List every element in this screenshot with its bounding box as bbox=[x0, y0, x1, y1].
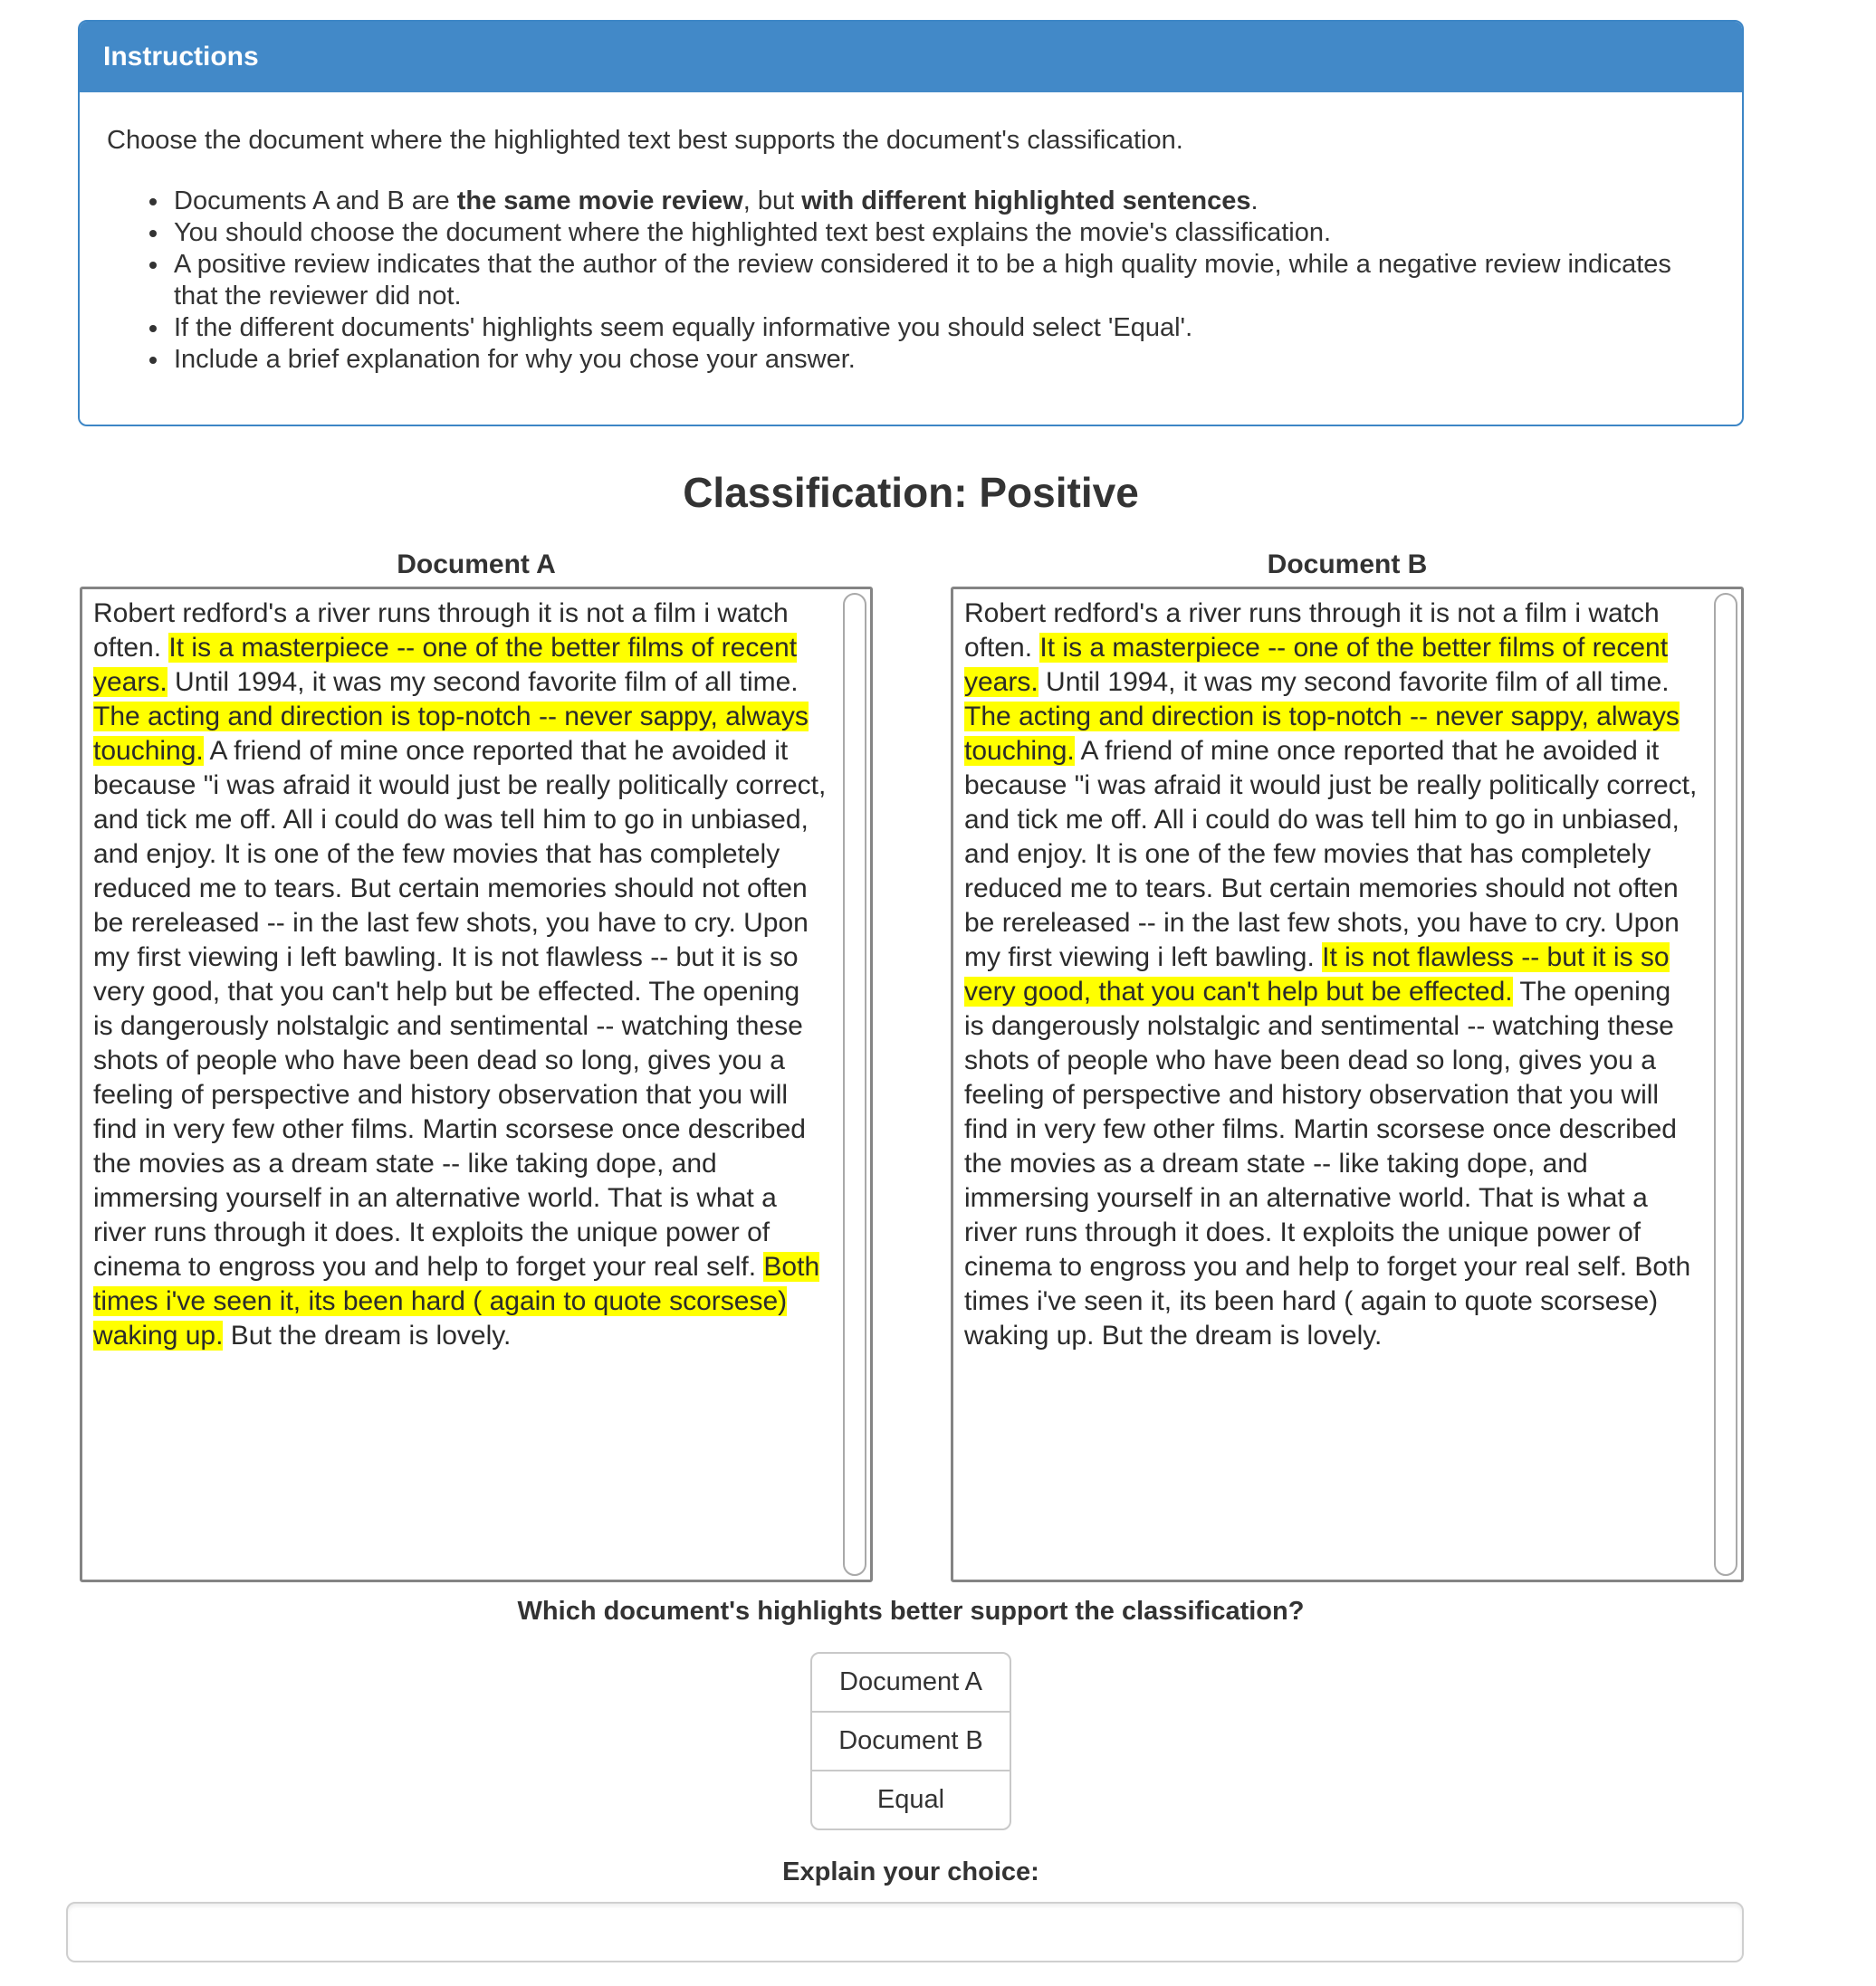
instructions-body bbox=[80, 92, 1742, 425]
document-b-scrollbar[interactable] bbox=[1714, 593, 1737, 1576]
highlighted-text: It is a masterpiece -- one of the better films of recent years. bbox=[964, 633, 1669, 697]
document-a-scrollbar[interactable] bbox=[843, 593, 866, 1576]
highlighted-text: It is not flawless -- but it is so very good, that you can't help but be effected. bbox=[964, 942, 1670, 1007]
instructions-panel bbox=[78, 20, 1744, 426]
plain-text: Robert redford's a river runs through it is not a film i watch often. bbox=[93, 598, 789, 663]
document-b-text bbox=[964, 598, 1697, 1351]
plain-text: A positive review indicates that the author of the review considered it to be a high quality movie, while a negative review indicates that the reviewer did not. bbox=[174, 250, 1671, 310]
plain-text: The opening is dangerously nolstalgic and sentimental -- watching these shots of people who have been dead so long, gives you a feeling of perspective and history observation that you will find in very few other films. Martin scorsese once described the movies as a dream state -- like taking dope, and immersing yourself in an alternative world. That is what a river runs through it does. It exploits the unique power of cinema to engross you and help to forget your real self. Both times i've seen it, its been hard ( again to quote scorsese) waking up. But the dream is lovely. bbox=[964, 977, 1691, 1351]
plain-text: You should choose the document where the highlighted text best explains the movie's classification. bbox=[174, 218, 1332, 247]
choice-button-group bbox=[810, 1652, 1011, 1830]
highlighted-text: The acting and direction is top-notch -- never sappy, always touching. bbox=[964, 702, 1680, 766]
classification-heading: Classification: Positive bbox=[683, 469, 1139, 516]
plain-text: Documents A and B are bbox=[174, 186, 457, 215]
plain-text: But the dream is lovely. bbox=[223, 1321, 512, 1351]
explain-input[interactable] bbox=[66, 1902, 1744, 1962]
instructions-list bbox=[107, 186, 1715, 376]
plain-text: , but bbox=[742, 186, 802, 215]
choice-document-b-button[interactable]: Document B bbox=[810, 1711, 1011, 1771]
instructions-panel-title: Instructions bbox=[80, 22, 1742, 92]
plain-text: Include a brief explanation for why you chose your answer. bbox=[174, 345, 856, 374]
highlighted-text: Both times i've seen it, its been hard ( again to quote scorsese) waking up. bbox=[93, 1252, 820, 1351]
choice-equal-button[interactable]: Equal bbox=[810, 1770, 1011, 1830]
document-a-column bbox=[80, 549, 873, 1582]
question-label: Which document's highlights better support the classification? bbox=[517, 1597, 1305, 1626]
plain-text: Until 1994, it was my second favorite film of all time. bbox=[167, 667, 799, 697]
plain-text: the same movie review bbox=[456, 186, 743, 215]
plain-text: A friend of mine once reported that he avoided it because "i was afraid it would just be really politically correct, and tick me off. All i could do was tell him to go in unbiased, and enjoy. It is one of the few movies that has completely reduced me to tears. But certain memories should not often be rereleased -- in the last few shots, you have to cry. Upon my first viewing i left bawling. It is not flawless -- but it is so very good, that you can't help but be effected. The opening is dangerously nolstalgic and sentimental -- watching these shots of people who have been dead so long, gives you a feeling of perspective and history observation that you will find in very few other films. Martin scorsese once described the movies as a dream state -- like taking dope, and immersing yourself in an alternative world. That is what a river runs through it does. It exploits the unique power of cinema to engross you and help to forget your real self. bbox=[93, 736, 827, 1282]
documents-row bbox=[80, 549, 1744, 1582]
instructions-bullet bbox=[170, 249, 1715, 312]
plain-text: If the different documents' highlights seem equally informative you should select 'Equal'. bbox=[174, 313, 1193, 342]
instructions-bullet bbox=[170, 217, 1715, 249]
instructions-bullet bbox=[170, 344, 1715, 376]
plain-text: A friend of mine once reported that he avoided it because "i was afraid it would just be really politically correct, and tick me off. All i could do was tell him to go in unbiased, and enjoy. It is one of the few movies that has completely reduced me to tears. But certain memories should not often be rereleased -- in the last few shots, you have to cry. Upon my first viewing i left bawling. bbox=[964, 736, 1698, 972]
document-a-header: Document A bbox=[397, 549, 556, 579]
instructions-bullet bbox=[170, 186, 1715, 217]
instructions-intro: Choose the document where the highlighted text best supports the document's classification. bbox=[107, 126, 1183, 155]
highlighted-text: It is a masterpiece -- one of the better films of recent years. bbox=[93, 633, 798, 697]
instructions-bullet bbox=[170, 312, 1715, 344]
explain-label: Explain your choice: bbox=[782, 1857, 1039, 1886]
plain-text: with different highlighted sentences bbox=[801, 186, 1251, 215]
plain-text: . bbox=[1250, 186, 1259, 215]
plain-text: Robert redford's a river runs through it is not a film i watch often. bbox=[964, 598, 1660, 663]
page-content bbox=[78, 20, 1744, 1962]
document-b-column bbox=[951, 549, 1744, 1582]
plain-text: Until 1994, it was my second favorite film of all time. bbox=[1038, 667, 1670, 697]
document-b-header: Document B bbox=[1267, 549, 1428, 579]
document-a-text bbox=[93, 598, 826, 1351]
document-a-textarea[interactable] bbox=[80, 587, 873, 1582]
choice-document-a-button[interactable]: Document A bbox=[810, 1652, 1011, 1713]
document-b-textarea[interactable] bbox=[951, 587, 1744, 1582]
highlighted-text: The acting and direction is top-notch -- never sappy, always touching. bbox=[93, 702, 809, 766]
